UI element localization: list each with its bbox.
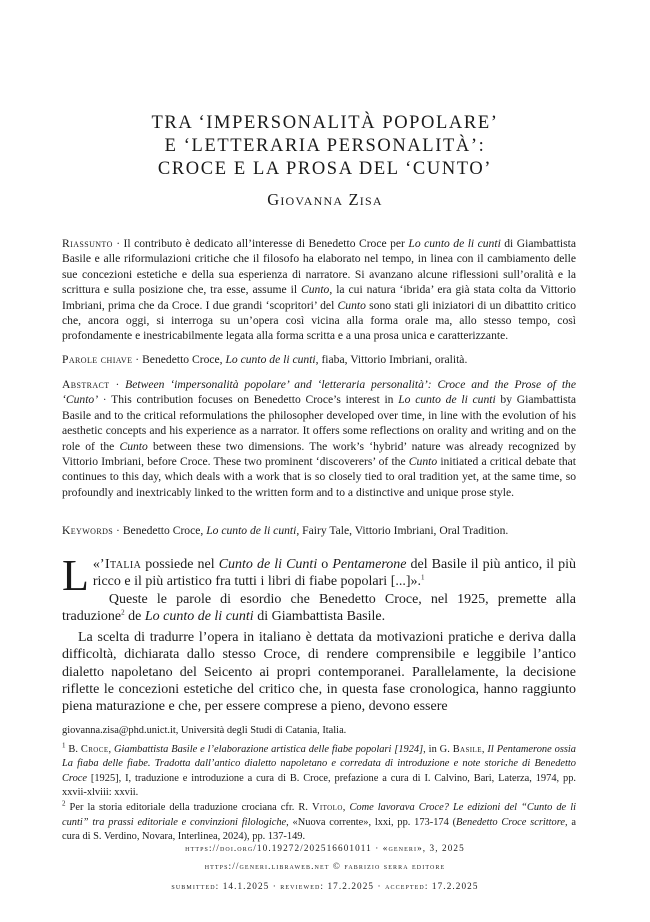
keywords-text-2: , Fairy Tale, Vittorio Imbriani, Oral Tradition. <box>296 524 509 537</box>
footnote-2-text-4: , a cura di S. Verdino, Novara, Interlinea, 2024), pp. 137-149. <box>62 816 576 843</box>
body-p2-italic-1: Lo cunto de li cunti <box>144 608 254 624</box>
footnote-2-italic-1: Come lavorava Croce? Le edizioni del “Cunto de li cunti” tra prassi editoriale e convinzioni filologiche <box>62 801 576 828</box>
footnote-1-text-4: , <box>481 743 488 755</box>
keywords-block <box>62 523 576 538</box>
abstract-title-italic: Between ‘impersonalità popolare’ and ‘letteraria personalità’: Croce and the Prose of the ‘Cunto’ <box>62 378 576 407</box>
abstract-text-4: initiated a critical debate that continues to this day, which deals with a work that is so closely tied to oral tradition yet, at the same time, so profoundly and inextricably linked to the written form and to a distinctive and unique prose style. <box>62 455 576 499</box>
body-p1-italic-2: Pentamerone <box>332 557 407 572</box>
riassunto-text-3: , la cui natura ‘ibrida’ era già stata colta da Vittorio Imbriani, prima che da Croce. I due grandi ‘scopritori’ del <box>62 283 576 312</box>
footnote-2-italic-2: Benedetto Croce scrittore <box>456 816 565 828</box>
parole-chiave-block <box>62 352 576 367</box>
body-p1-text-3: del Basile il più antico, il più ricco e il più artistico fra tutti i libri di fiabe popolari [...]». <box>92 557 576 590</box>
footnote-1-italic-1: Giambattista Basile e l’elaborazione artistica delle fiabe popolari [1924] <box>114 743 424 755</box>
abstract-italic-2: Lo cunto de li cunti <box>398 393 496 407</box>
body-p2-text-3: di Giambattista Basile. <box>253 608 386 624</box>
affiliation-note <box>62 724 576 739</box>
body-p1-italic-1: Cunto de li Cunti <box>218 557 318 572</box>
body-p1-smallcaps: ’Italia <box>99 557 142 572</box>
abstract-text-3: between these two dimensions. The work’s ‘hybrid’ nature was already recognized by Vittorio Imbriani, before Croce. These two prominent ‘discoverers’ of the <box>62 439 576 469</box>
keywords-separator: · <box>113 524 123 537</box>
drop-cap: L <box>62 551 89 600</box>
abstract-text-1: · This contribution focuses on Benedetto Croce’s interest in <box>98 393 399 407</box>
footnote-2-author: Vitolo <box>312 801 343 813</box>
parole-chiave-italic-1: Lo cunto de li cunti <box>225 353 316 366</box>
footnote-1-text-1: B. <box>65 743 81 755</box>
title-line-2: E ‘LETTERARIA PERSONALITÀ’: <box>164 136 486 156</box>
abstract-italic-4: Cunto <box>408 455 438 469</box>
riassunto-separator: · <box>112 237 124 250</box>
parole-chiave-label: Parole chiave <box>62 353 133 366</box>
riassunto-text-1: Il contributo è dedicato all’interesse di Benedetto Croce per <box>123 237 409 250</box>
footnote-ref-1[interactable]: 1 <box>421 573 425 582</box>
body-p1-text-1: possiede nel <box>141 557 219 572</box>
footnote-2-text-1: Per la storia editoriale della traduzione crociana cfr. R. <box>65 801 312 813</box>
article-body <box>62 551 576 716</box>
footer-doi-line[interactable]: https://doi.org/10.19272/202516601011 · «generi», 3, 2025 <box>185 843 465 853</box>
footnote-1-text-5: [1925], I, traduzione e introduzione a cura di B. Croce, prefazione a cura di I. Calvino, Bari, Laterza, 1974, pp. xxvii-xlviii: xxvii. <box>62 772 576 799</box>
footnote-2 <box>62 801 576 845</box>
keywords-text-1: Benedetto Croce, <box>122 524 207 537</box>
abstract-separator: · <box>109 378 126 391</box>
riassunto-label: Riassunto <box>62 237 113 250</box>
abstract-text-2: by Giambattista Basile and to the critical reformulations the philosopher developed over time, in line with the evolution of his aesthetic concepts and his experience as a narrator. It offers some reflections on orality and writing and on the role of the <box>62 393 576 453</box>
parole-chiave-text-2: , fiaba, Vittorio Imbriani, oralità. <box>315 353 468 366</box>
abstract-label: Abstract <box>62 378 110 391</box>
footnote-ref-2[interactable]: 2 <box>121 608 125 617</box>
riassunto-italic-3: Cunto <box>337 298 366 312</box>
body-p2-text-1: Queste le parole di esordio che Benedetto Croce, nel 1925, premette alla traduzione <box>62 591 576 624</box>
body-p1-text-2: o <box>317 557 333 572</box>
riassunto-text-4: sono stati gli iniziatori di un dibattito critico che, ancora oggi, si interroga su un’opera così vicina alla forma orale ma, allo stesso tempo, così profondamente e inestricabilmente legata alla forma scritta e a una prosa unica e caratterizzante. <box>62 298 576 343</box>
footnotes <box>62 724 576 845</box>
abstract-block <box>62 377 576 500</box>
footnote-2-number: 2 <box>62 799 66 808</box>
body-paragraph-1 <box>62 551 576 600</box>
footer-dates-line: submitted: 14.1.2025 · reviewed: 17.2.2025 · accepted: 17.2.2025 <box>171 881 479 891</box>
riassunto-italic-2: Cunto <box>301 283 330 297</box>
riassunto-italic-1: Lo cunto de li cunti <box>408 237 501 250</box>
author-name: Giovanna Zisa <box>267 190 383 209</box>
title-line-3: CROCE E LA PROSA DEL ‘CUNTO’ <box>157 159 493 179</box>
riassunto-block <box>62 236 576 344</box>
body-paragraph-3: La scelta di tradurre l’opera in italiano è dettata da motivazioni pratiche e deriva dalla difficoltà, dichiarata dallo stesso Croce, di rendere comprensibile e leggibile l’antico dialetto napoletano del Seicento ai propri contemporanei. Parallelamente, la decisione riflette le concezioni estetiche del critico che, in questa fase cronologica, hanno raggiunto piena maturazione e che, per essere comprese a pieno, devono essere <box>62 630 576 715</box>
footnote-1-author-2: Basile <box>452 743 482 755</box>
article-title <box>60 112 590 181</box>
footnote-1-number: 1 <box>62 741 66 750</box>
body-paragraph-2 <box>62 591 576 626</box>
affiliation-text: giovanna.zisa@phd.unict.it, Università degli Studi di Catania, Italia. <box>62 725 347 736</box>
footnote-1 <box>62 743 576 801</box>
abstract-italic-3: Cunto <box>119 439 148 453</box>
title-line-1: TRA ‘IMPERSONALITÀ POPOLARE’ <box>151 113 499 133</box>
footnote-1-author-1: Croce <box>80 743 109 755</box>
parole-chiave-separator: · <box>132 353 143 366</box>
footer-publisher-line[interactable]: https://generi.libraweb.net © fabrizio serra editore <box>204 861 446 871</box>
footnote-2-text-2: , <box>342 801 350 813</box>
riassunto-text-2: di Giambattista Basile e alle riformulazioni critiche che il filosofo ha elaborato nel tempo, in linea con il cambiamento delle sue concezioni estetiche e della sua esperienza di narratore. Si avanzano alcune riflessioni sull’oralità e la scrittura e sulla posizione che, tra esse, assume il <box>62 237 576 297</box>
footnote-1-italic-2: Il Pentamerone ossia La fiaba delle fiabe. Tradotta dall’antico dialetto napoletano e corredata di introduzione e note storiche di Benedetto Croce <box>62 743 576 784</box>
footnote-1-text-3: , in G. <box>423 743 453 755</box>
parole-chiave-text-1: Benedetto Croce, <box>142 353 226 366</box>
keywords-label: Keywords <box>62 524 114 537</box>
body-p2-text-2: de <box>124 608 145 624</box>
opening-quote: « <box>92 557 100 572</box>
footnote-1-text-2: , <box>108 743 115 755</box>
keywords-italic-1: Lo cunto de li cunti <box>206 524 297 537</box>
footnote-2-text-3: , «Nuova corrente», lxxi, pp. 173-174 ( <box>286 816 457 828</box>
